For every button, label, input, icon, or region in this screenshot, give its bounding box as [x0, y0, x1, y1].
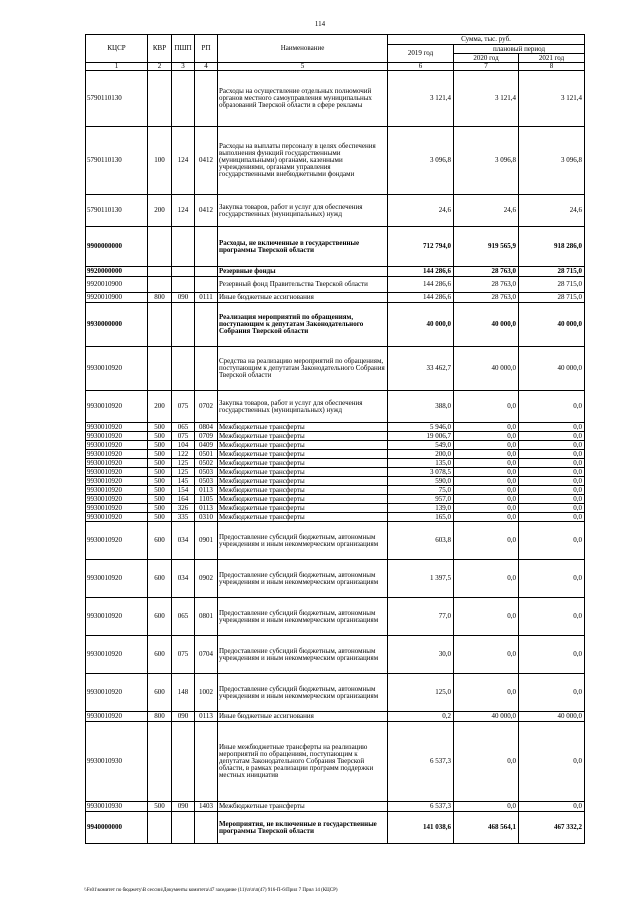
cell-2019: 603,8 — [388, 522, 454, 560]
cell-name: Межбюджетные трансферты — [218, 432, 388, 441]
cell-2019: 388,0 — [388, 391, 454, 423]
cell-kcsr: 9930010920 — [86, 486, 148, 495]
table-row — [86, 293, 585, 303]
column-numbers-row — [86, 63, 585, 71]
cell-2021: 40 000,0 — [519, 303, 585, 347]
table-row — [86, 522, 585, 560]
cell-name: Предоставление субсидий бюджетным, автономным учреждениям и иным некоммерческим организациям — [218, 560, 388, 598]
cell-2021: 0,0 — [519, 513, 585, 522]
cell-name: Межбюджетные трансферты — [218, 423, 388, 432]
cell-pshp — [172, 347, 195, 391]
cell-2020: 28 763,0 — [454, 293, 519, 303]
cell-2020: 0,0 — [454, 722, 519, 802]
cell-2021: 28 715,0 — [519, 267, 585, 277]
column-number: 3 — [172, 63, 195, 71]
cell-rp: 0503 — [195, 468, 218, 477]
cell-kcsr: 9930010920 — [86, 513, 148, 522]
cell-kvr: 500 — [148, 495, 172, 504]
cell-2021: 28 715,0 — [519, 277, 585, 293]
col-kvr-header: КВР — [148, 35, 172, 63]
cell-2020: 40 000,0 — [454, 347, 519, 391]
cell-pshp — [172, 267, 195, 277]
cell-2021: 0,0 — [519, 560, 585, 598]
cell-pshp: 148 — [172, 674, 195, 712]
cell-name: Межбюджетные трансферты — [218, 495, 388, 504]
table-row — [86, 802, 585, 812]
column-number: 2 — [148, 63, 172, 71]
cell-name: Резервный фонд Правительства Тверской области — [218, 277, 388, 293]
cell-rp — [195, 71, 218, 127]
cell-2019: 5 946,0 — [388, 423, 454, 432]
cell-kcsr: 9930010920 — [86, 347, 148, 391]
cell-2020: 468 564,1 — [454, 812, 519, 844]
cell-kvr — [148, 347, 172, 391]
cell-kvr — [148, 267, 172, 277]
cell-2019: 200,0 — [388, 450, 454, 459]
cell-kcsr: 9930010920 — [86, 560, 148, 598]
table-row — [86, 71, 585, 127]
cell-pshp: 075 — [172, 391, 195, 423]
cell-rp: 0409 — [195, 441, 218, 450]
column-number: 6 — [388, 63, 454, 71]
cell-2021: 0,0 — [519, 674, 585, 712]
cell-name: Межбюджетные трансферты — [218, 486, 388, 495]
cell-name: Предоставление субсидий бюджетным, автономным учреждениям и иным некоммерческим организациям — [218, 674, 388, 712]
cell-kvr — [148, 303, 172, 347]
cell-2020: 0,0 — [454, 477, 519, 486]
cell-name: Мероприятия, не включенные в государственные программы Тверской области — [218, 812, 388, 844]
cell-pshp: 065 — [172, 423, 195, 432]
cell-pshp — [172, 722, 195, 802]
cell-rp: 0113 — [195, 486, 218, 495]
cell-pshp: 104 — [172, 441, 195, 450]
cell-rp: 0704 — [195, 636, 218, 674]
cell-name: Реализация мероприятий по обращениям, поступающим к депутатам Законодательного Собрания Тверской области — [218, 303, 388, 347]
cell-kvr — [148, 71, 172, 127]
cell-name: Межбюджетные трансферты — [218, 477, 388, 486]
cell-name: Иные бюджетные ассигнования — [218, 712, 388, 722]
cell-rp: 1105 — [195, 495, 218, 504]
column-number: 8 — [519, 63, 585, 71]
cell-2021: 0,0 — [519, 722, 585, 802]
cell-kcsr: 9930010920 — [86, 522, 148, 560]
cell-2020: 3 096,8 — [454, 127, 519, 195]
cell-kcsr: 9930010920 — [86, 450, 148, 459]
cell-2020: 28 763,0 — [454, 277, 519, 293]
cell-kvr: 500 — [148, 441, 172, 450]
table-row — [86, 303, 585, 347]
cell-2019: 75,0 — [388, 486, 454, 495]
cell-rp: 0111 — [195, 293, 218, 303]
cell-kcsr: 5790110130 — [86, 71, 148, 127]
cell-kcsr: 5790110130 — [86, 195, 148, 227]
column-number: 5 — [218, 63, 388, 71]
cell-pshp — [172, 812, 195, 844]
col-kcsr-header: КЦСР — [86, 35, 148, 63]
cell-rp: 0804 — [195, 423, 218, 432]
cell-kvr: 600 — [148, 522, 172, 560]
cell-pshp: 124 — [172, 195, 195, 227]
cell-pshp: 034 — [172, 522, 195, 560]
cell-rp — [195, 303, 218, 347]
cell-2021: 24,6 — [519, 195, 585, 227]
cell-kvr: 500 — [148, 423, 172, 432]
cell-kvr: 500 — [148, 477, 172, 486]
cell-name: Межбюджетные трансферты — [218, 802, 388, 812]
cell-kvr: 500 — [148, 468, 172, 477]
cell-kvr: 500 — [148, 459, 172, 468]
cell-2021: 0,0 — [519, 423, 585, 432]
cell-kvr: 800 — [148, 293, 172, 303]
cell-kcsr: 5790110130 — [86, 127, 148, 195]
cell-pshp: 122 — [172, 450, 195, 459]
cell-pshp — [172, 303, 195, 347]
cell-2019: 712 794,0 — [388, 227, 454, 267]
cell-kvr: 500 — [148, 432, 172, 441]
table-row — [86, 127, 585, 195]
cell-2019: 19 006,7 — [388, 432, 454, 441]
cell-2021: 0,0 — [519, 441, 585, 450]
cell-pshp: 154 — [172, 486, 195, 495]
cell-kcsr: 9900000000 — [86, 227, 148, 267]
cell-2019: 3 121,4 — [388, 71, 454, 127]
cell-2020: 40 000,0 — [454, 712, 519, 722]
cell-2020: 0,0 — [454, 391, 519, 423]
cell-kcsr: 9930010920 — [86, 636, 148, 674]
table-row — [86, 513, 585, 522]
cell-name: Расходы, не включенные в государственные программы Тверской области — [218, 227, 388, 267]
cell-kcsr: 9920000000 — [86, 267, 148, 277]
cell-2020: 0,0 — [454, 598, 519, 636]
cell-kvr: 500 — [148, 513, 172, 522]
cell-kcsr: 9930010920 — [86, 423, 148, 432]
footer-file-path: \\Fs01\комитет по бюджету\В сессии\Документы комитета\47 заседание (11)\п\п\п(47) 916-П-6\Прил 7 Прил 14 (КЦСР) — [84, 888, 338, 893]
cell-kcsr: 9930010920 — [86, 674, 148, 712]
cell-pshp: 326 — [172, 504, 195, 513]
cell-kvr: 600 — [148, 598, 172, 636]
cell-kcsr: 9930010920 — [86, 598, 148, 636]
cell-kvr: 500 — [148, 504, 172, 513]
table-row — [86, 267, 585, 277]
cell-kvr: 600 — [148, 636, 172, 674]
cell-name: Иные межбюджетные трансферты на реализацию мероприятий по обращениям, поступающим к депутатам Законодательного Собрания Тверской области, в рамках реализации программ поддержки местных инициатив — [218, 722, 388, 802]
col-pshp-header: ПШП — [172, 35, 195, 63]
cell-pshp: 124 — [172, 127, 195, 195]
column-number: 4 — [195, 63, 218, 71]
cell-rp: 0412 — [195, 127, 218, 195]
cell-2019: 549,0 — [388, 441, 454, 450]
cell-2021: 0,0 — [519, 495, 585, 504]
cell-name: Межбюджетные трансферты — [218, 441, 388, 450]
cell-name: Межбюджетные трансферты — [218, 513, 388, 522]
cell-pshp: 065 — [172, 598, 195, 636]
cell-2019: 40 000,0 — [388, 303, 454, 347]
cell-2020: 0,0 — [454, 468, 519, 477]
cell-kcsr: 9930010920 — [86, 459, 148, 468]
cell-2021: 0,0 — [519, 598, 585, 636]
cell-name: Иные бюджетные ассигнования — [218, 293, 388, 303]
cell-kvr: 200 — [148, 195, 172, 227]
cell-kvr — [148, 812, 172, 844]
cell-2021: 0,0 — [519, 391, 585, 423]
cell-kvr: 800 — [148, 712, 172, 722]
table-row — [86, 227, 585, 267]
cell-pshp: 075 — [172, 636, 195, 674]
cell-2021: 3 121,4 — [519, 71, 585, 127]
cell-2019: 3 096,8 — [388, 127, 454, 195]
table-row — [86, 432, 585, 441]
cell-2020: 0,0 — [454, 802, 519, 812]
cell-2019: 144 286,6 — [388, 293, 454, 303]
cell-rp — [195, 722, 218, 802]
cell-kcsr: 9920010900 — [86, 277, 148, 293]
cell-pshp: 090 — [172, 293, 195, 303]
cell-2020: 0,0 — [454, 636, 519, 674]
cell-2021: 0,0 — [519, 522, 585, 560]
table-row — [86, 459, 585, 468]
cell-2020: 0,0 — [454, 423, 519, 432]
table-row — [86, 674, 585, 712]
cell-2020: 3 121,4 — [454, 71, 519, 127]
cell-pshp — [172, 71, 195, 127]
cell-name: Предоставление субсидий бюджетным, автономным учреждениям и иным некоммерческим организациям — [218, 522, 388, 560]
cell-name: Межбюджетные трансферты — [218, 450, 388, 459]
col-name-header: Наименование — [218, 35, 388, 63]
column-number: 7 — [454, 63, 519, 71]
table-body — [86, 71, 585, 844]
cell-pshp — [172, 277, 195, 293]
cell-name: Предоставление субсидий бюджетным, автономным учреждениям и иным некоммерческим организациям — [218, 636, 388, 674]
cell-2020: 0,0 — [454, 441, 519, 450]
cell-2020: 0,0 — [454, 459, 519, 468]
cell-rp: 0503 — [195, 477, 218, 486]
table-row — [86, 450, 585, 459]
cell-rp: 0709 — [195, 432, 218, 441]
cell-kcsr: 9930010930 — [86, 722, 148, 802]
cell-rp: 0113 — [195, 504, 218, 513]
table-row — [86, 477, 585, 486]
col-rp-header: РП — [195, 35, 218, 63]
table-row — [86, 277, 585, 293]
table-row — [86, 195, 585, 227]
cell-2019: 144 286,6 — [388, 267, 454, 277]
cell-kcsr: 9930000000 — [86, 303, 148, 347]
cell-2020: 0,0 — [454, 513, 519, 522]
cell-2020: 0,0 — [454, 560, 519, 598]
cell-kvr: 500 — [148, 802, 172, 812]
cell-2019: 590,0 — [388, 477, 454, 486]
cell-2019: 165,0 — [388, 513, 454, 522]
cell-rp: 0412 — [195, 195, 218, 227]
cell-2020: 0,0 — [454, 432, 519, 441]
column-number: 1 — [86, 63, 148, 71]
table-row — [86, 391, 585, 423]
cell-name: Межбюджетные трансферты — [218, 468, 388, 477]
cell-name: Закупка товаров, работ и услуг для обеспечения государственных (муниципальных) нужд — [218, 195, 388, 227]
cell-kvr: 600 — [148, 560, 172, 598]
table-row — [86, 598, 585, 636]
budget-table — [85, 34, 585, 844]
cell-pshp: 125 — [172, 459, 195, 468]
cell-rp — [195, 812, 218, 844]
cell-2021: 0,0 — [519, 450, 585, 459]
sum-header: Сумма, тыс. руб. — [388, 35, 585, 45]
cell-pshp: 075 — [172, 432, 195, 441]
cell-2020: 0,0 — [454, 674, 519, 712]
cell-2021: 0,0 — [519, 504, 585, 513]
cell-2019: 144 286,6 — [388, 277, 454, 293]
cell-name: Закупка товаров, работ и услуг для обеспечения государственных (муниципальных) нужд — [218, 391, 388, 423]
cell-2021: 0,0 — [519, 459, 585, 468]
cell-2021: 3 096,8 — [519, 127, 585, 195]
cell-2021: 0,0 — [519, 477, 585, 486]
cell-kcsr: 9930010920 — [86, 468, 148, 477]
cell-2019: 77,0 — [388, 598, 454, 636]
cell-kcsr: 9940000000 — [86, 812, 148, 844]
cell-2019: 135,0 — [388, 459, 454, 468]
cell-pshp: 164 — [172, 495, 195, 504]
cell-rp: 0801 — [195, 598, 218, 636]
cell-2019: 957,0 — [388, 495, 454, 504]
cell-rp: 1403 — [195, 802, 218, 812]
table-row — [86, 636, 585, 674]
cell-2021: 28 715,0 — [519, 293, 585, 303]
cell-2020: 0,0 — [454, 522, 519, 560]
cell-rp: 0113 — [195, 712, 218, 722]
cell-pshp: 335 — [172, 513, 195, 522]
cell-rp: 0310 — [195, 513, 218, 522]
cell-kcsr: 9930010920 — [86, 432, 148, 441]
cell-kcsr: 9930010920 — [86, 712, 148, 722]
cell-2019: 6 537,3 — [388, 802, 454, 812]
cell-kcsr: 9930010920 — [86, 495, 148, 504]
cell-kcsr: 9930010920 — [86, 441, 148, 450]
table-row — [86, 486, 585, 495]
cell-pshp: 145 — [172, 477, 195, 486]
cell-kvr: 100 — [148, 127, 172, 195]
cell-rp: 0901 — [195, 522, 218, 560]
cell-2021: 40 000,0 — [519, 712, 585, 722]
cell-2021: 0,0 — [519, 636, 585, 674]
cell-2019: 141 038,6 — [388, 812, 454, 844]
cell-2021: 467 332,2 — [519, 812, 585, 844]
cell-rp: 0502 — [195, 459, 218, 468]
cell-rp — [195, 227, 218, 267]
cell-pshp: 034 — [172, 560, 195, 598]
cell-rp — [195, 267, 218, 277]
cell-2020: 919 565,9 — [454, 227, 519, 267]
cell-2021: 0,0 — [519, 802, 585, 812]
cell-rp: 0902 — [195, 560, 218, 598]
table-row — [86, 423, 585, 432]
table-header — [86, 35, 585, 71]
cell-kcsr: 9930010920 — [86, 391, 148, 423]
table-row — [86, 495, 585, 504]
table-row — [86, 468, 585, 477]
cell-kcsr: 9930010920 — [86, 504, 148, 513]
col-2019-header: 2019 год — [388, 45, 454, 63]
cell-kvr: 500 — [148, 486, 172, 495]
cell-2020: 40 000,0 — [454, 303, 519, 347]
cell-rp: 0702 — [195, 391, 218, 423]
cell-2021: 0,0 — [519, 432, 585, 441]
cell-kcsr: 9930010930 — [86, 802, 148, 812]
cell-pshp: 125 — [172, 468, 195, 477]
col-2020-header: 2020 год — [454, 54, 519, 63]
cell-2020: 0,0 — [454, 450, 519, 459]
table-row — [86, 504, 585, 513]
cell-2020: 0,0 — [454, 495, 519, 504]
cell-2021: 40 000,0 — [519, 347, 585, 391]
table-row — [86, 441, 585, 450]
cell-rp — [195, 347, 218, 391]
cell-kvr: 500 — [148, 450, 172, 459]
cell-kvr: 600 — [148, 674, 172, 712]
cell-2021: 0,0 — [519, 468, 585, 477]
cell-kvr — [148, 227, 172, 267]
page-number: 114 — [314, 20, 326, 28]
cell-2019: 33 462,7 — [388, 347, 454, 391]
cell-2019: 125,0 — [388, 674, 454, 712]
cell-2019: 1 397,5 — [388, 560, 454, 598]
cell-pshp — [172, 227, 195, 267]
col-2021-header: 2021 год — [519, 54, 585, 63]
planning-period-header: плановый период — [454, 45, 585, 54]
cell-kvr — [148, 722, 172, 802]
cell-kvr: 200 — [148, 391, 172, 423]
cell-pshp: 090 — [172, 802, 195, 812]
cell-kvr — [148, 277, 172, 293]
cell-kcsr: 9920010900 — [86, 293, 148, 303]
table-row — [86, 347, 585, 391]
cell-2020: 0,0 — [454, 486, 519, 495]
cell-name: Резервные фонды — [218, 267, 388, 277]
cell-2021: 918 286,0 — [519, 227, 585, 267]
cell-name: Межбюджетные трансферты — [218, 459, 388, 468]
cell-2020: 24,6 — [454, 195, 519, 227]
cell-2019: 139,0 — [388, 504, 454, 513]
cell-rp — [195, 277, 218, 293]
table-row — [86, 560, 585, 598]
cell-2019: 0,2 — [388, 712, 454, 722]
cell-name: Расходы на осуществление отдельных полномочий органов местного самоуправления муниципальных образований Тверской области в сфере рекламы — [218, 71, 388, 127]
cell-kcsr: 9930010920 — [86, 477, 148, 486]
table-row — [86, 812, 585, 844]
cell-pshp: 090 — [172, 712, 195, 722]
cell-name: Расходы на выплаты персоналу в целях обеспечения выполнения функций государственными (муниципальными) органами, казенными учреждениями, органами управления государственными внебюджетными фондами — [218, 127, 388, 195]
cell-rp: 0501 — [195, 450, 218, 459]
cell-name: Средства на реализацию мероприятий по обращениям, поступающим к депутатам Законодательного Собрания Тверской области — [218, 347, 388, 391]
cell-2019: 24,6 — [388, 195, 454, 227]
cell-2019: 30,0 — [388, 636, 454, 674]
cell-name: Предоставление субсидий бюджетным, автономным учреждениям и иным некоммерческим организациям — [218, 598, 388, 636]
cell-rp: 1002 — [195, 674, 218, 712]
cell-2020: 0,0 — [454, 504, 519, 513]
cell-2019: 6 537,3 — [388, 722, 454, 802]
table-row — [86, 722, 585, 802]
cell-2019: 3 078,5 — [388, 468, 454, 477]
cell-2020: 28 763,0 — [454, 267, 519, 277]
cell-name: Межбюджетные трансферты — [218, 504, 388, 513]
cell-2021: 0,0 — [519, 486, 585, 495]
table-row — [86, 712, 585, 722]
